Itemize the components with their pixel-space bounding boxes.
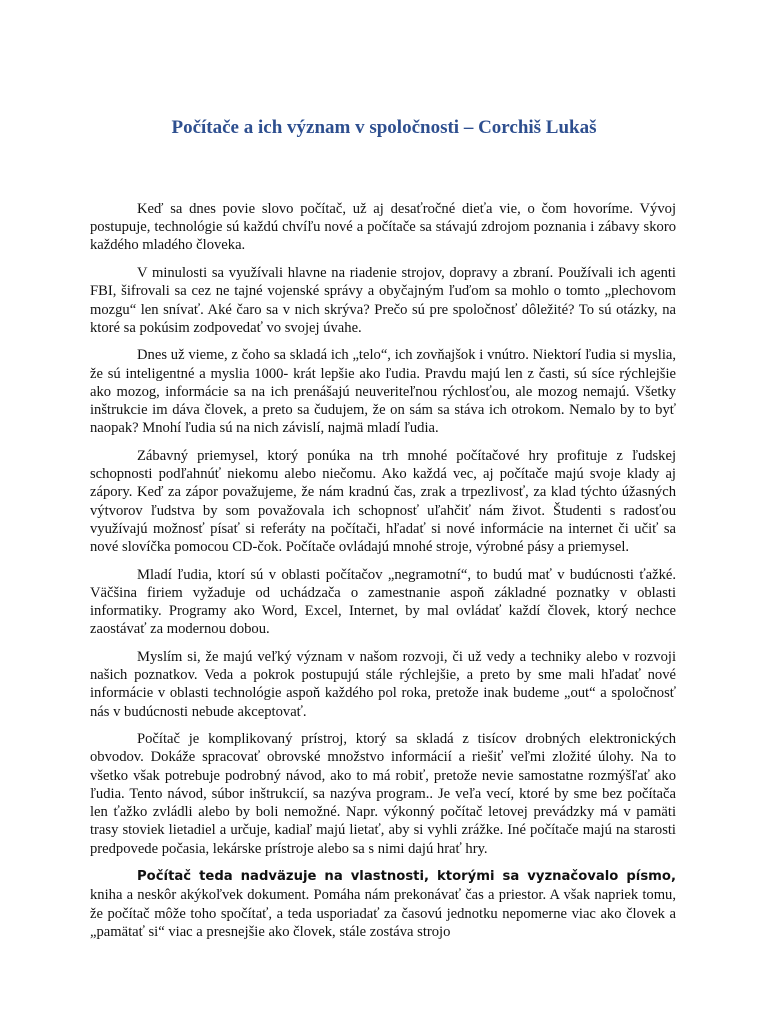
paragraph-1: Keď sa dnes povie slovo počítač, už aj desaťročné dieťa vie, o čom hovoríme. Vývoj postupuje, technológie sú každú chvíľu nové a počítače sa stávajú zdrojom poznania i zábavy skoro každého mladého človeka.: [90, 201, 676, 254]
paragraph-8: [90, 867, 676, 941]
paragraph-3: Dnes už vieme, z čoho sa skladá ich „telo“, ich zovňajšok i vnútro. Niektorí ľudia si myslia, že sú inteligentné a myslia 1000- krát lepšie ako ľudia. Pravdu majú len z časti, sú síce rýchlejšie ako mozog, informácie sa na ich prenášajú neuveriteľnou rýchlosťou, ale mozog nemajú. Všetky inštrukcie im dáva človek, a preto sa čudujem, že on sám sa stáva ich otrokom. Nemalo by to byť naopak? Mnohí ľudia sú na nich závislí, najmä mladí ľudia.: [90, 347, 676, 437]
paragraph-6: Myslím si, že majú veľký význam v našom rozvoji, či už vedy a techniky alebo v rozvoji našich poznatkov. Veda a pokrok postupujú stále rýchlejšie, a preto by sme mali hľadať nové informácie v oblasti technológie aspoň každého pol roka, pretože inak budeme „out“ a spoločnosť nás v budúcnosti nebude akceptovať.: [90, 648, 676, 720]
paragraph-4: Zábavný priemysel, ktorý ponúka na trh mnohé počítačové hry profituje z ľudskej schopnosti podľahnúť niekomu alebo niečomu. Ako každá vec, aj počítače majú svoje klady aj zápory. Keď za zápor považujeme, že nám kradnú čas, zrak a trpezlivosť, za klad týchto úžasných výtvorov ľudstva by som považovala ich schopnosť uľahčiť nám život. Študenti s radosťou využívajú možnosť písať si referáty na počítači, hľadať si nové informácie na internet či učiť sa nové slovíčka pomocou CD-čok. Počítače ovládajú mnohé stroje, výrobné pásy a priemysel.: [90, 447, 676, 555]
paragraph-8-lead: Počítač teda nadväzuje na vlastnosti, ktorými sa vyznačovalo písmo,: [137, 869, 676, 885]
document-title: Počítače a ich význam v spoločnosti – Corchiš Lukaš: [171, 117, 597, 138]
paragraph-7: Počítač je komplikovaný prístroj, ktorý sa skladá z tisícov drobných elektronických obvodov. Dokáže spracovať obrovské množstvo informácií a riešiť veľmi zložité úlohy. Na to všetko však potrebuje podrobný návod, ako to má robiť, pretože nevie samostatne rozmýšľať ako ľudia. Tento návod, súbor inštrukcií, sa nazýva program.. Je veľa vecí, ktoré by sme bez počítača len ťažko zvládli alebo by boli nemožné. Napr. výkonný počítač letovej prevádzky má v pamäti trasy stoviek lietadiel a určuje, kadiaľ majú lietať, aby si vyhli zrážke. Iné počítače majú na starosti predpovede počasia, lekárske prístroje alebo sa s nimi dajú hrať hry.: [90, 731, 676, 857]
paragraph-5: Mladí ľudia, ktorí sú v oblasti počítačov „negramotní“, to budú mať v budúcnosti ťažké. Väčšina firiem vyžaduje od uchádzača o zamestnanie aspoň základné poznatky v oblasti informatiky. Programy ako Word, Excel, Internet, by mal ovládať každí človek, ktorý nechce zaostávať za modernou dobou.: [90, 566, 676, 638]
paragraph-8-rest: kniha a neskôr akýkoľvek dokument. Pomáha nám prekonávať čas a priestor. A však napriek tomu, že počítač môže toho spočítať, a teda usporiadať za časovú jednotku nepomerne viac ako človek a „pamätať si“ viac a presnejšie ako človek, stále zostáva strojo: [90, 887, 676, 940]
document-body: [90, 200, 676, 951]
paragraph-2: V minulosti sa využívali hlavne na riadenie strojov, dopravy a zbraní. Používali ich agenti FBI, šifrovali sa cez ne tajné vojenské správy a obyčajným ľuďom sa mohlo o tomto „plechovom mozgu“ len snívať. Aké čaro sa v nich skrýva? Prečo sú pre spoločnosť dôležité? To sú otázky, na ktoré sa pokúsim zodpovedať vo svojej úvahe.: [90, 265, 676, 336]
